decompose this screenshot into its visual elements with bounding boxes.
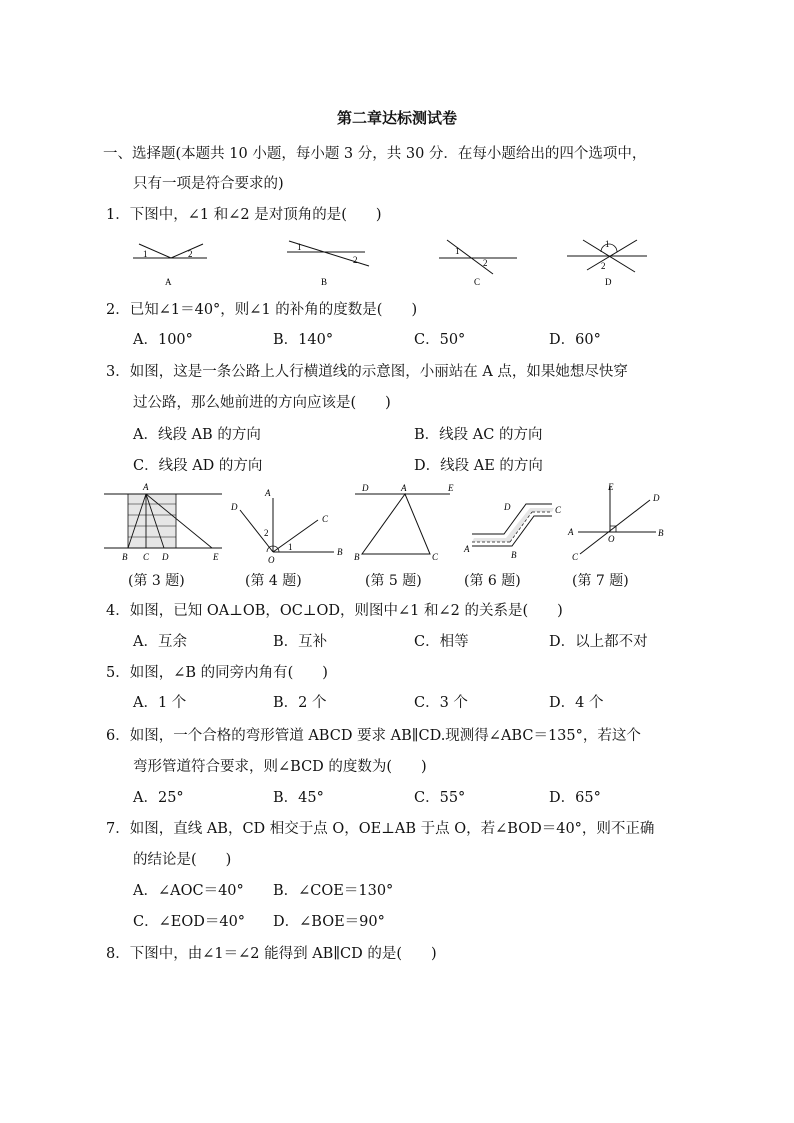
f5-label-c: C <box>432 552 439 562</box>
f7-label-e: E <box>608 482 614 492</box>
q1a-angle2: 2 <box>188 249 193 259</box>
caption-q4: (第 4 题) <box>245 573 302 589</box>
q5-option-c: C．3 个 <box>414 695 468 711</box>
q1-label-c: C <box>474 277 481 287</box>
q6-option-c: C．55° <box>414 790 466 806</box>
q1c-angle1: 1 <box>455 246 460 256</box>
q2-option-c: C．50° <box>414 332 466 348</box>
q4-option-c: C．相等 <box>414 634 469 650</box>
q7-option-a: A．∠AOC＝40° <box>133 883 244 899</box>
caption-q6: (第 6 题) <box>464 573 521 589</box>
q1d-angle1: 1 <box>605 239 610 249</box>
q1-figure-b <box>287 241 369 287</box>
figure-q4 <box>230 488 343 565</box>
figure-q5 <box>354 483 454 562</box>
q1-label-a: A <box>165 277 172 287</box>
f7-label-b: B <box>658 528 664 538</box>
q8-stem: 8．下图中，由∠1＝∠2 能得到 AB∥CD 的是( ) <box>106 946 437 962</box>
caption-q5: (第 5 题) <box>365 573 422 589</box>
f3-label-e: E <box>213 552 219 562</box>
q1b-angle1: 1 <box>297 242 302 252</box>
f3-label-d: D <box>162 552 169 562</box>
q1-figure-c <box>439 240 517 287</box>
q7-option-d: D．∠BOE＝90° <box>273 914 385 930</box>
q5-stem: 5．如图，∠B 的同旁内角有( ) <box>106 665 328 681</box>
q6-option-b: B．45° <box>273 790 324 806</box>
q5-option-a: A．1 个 <box>133 695 187 711</box>
q7-option-c: C．∠EOD＝40° <box>133 914 246 930</box>
q1-label-b: B <box>321 277 328 287</box>
q4-option-a: A．互余 <box>133 634 187 650</box>
q1-figure-a <box>133 244 207 287</box>
q3-option-d: D．线段 AE 的方向 <box>414 458 543 474</box>
q1-figure-d <box>567 239 647 287</box>
q5-option-b: B．2 个 <box>273 695 327 711</box>
q1-figures <box>125 236 685 296</box>
f4-label-d: D <box>231 502 238 512</box>
f4-label-o: O <box>268 555 275 565</box>
f5-label-d: D <box>362 483 369 493</box>
figure-q3 <box>104 482 222 562</box>
q1-label-d: D <box>605 277 612 287</box>
q1d-angle2: 2 <box>601 261 606 271</box>
f7-label-a: A <box>568 527 574 537</box>
q4-option-b: B．互补 <box>273 634 328 650</box>
f4-angle1: 1 <box>288 542 293 552</box>
f3-label-c: C <box>143 552 150 562</box>
f6-label-c: C <box>555 505 562 515</box>
f5-label-a: A <box>401 483 407 493</box>
f7-label-d: D <box>653 493 660 503</box>
q6-option-d: D．65° <box>549 790 601 806</box>
q2-option-d: D．60° <box>549 332 601 348</box>
f3-label-b: B <box>122 552 128 562</box>
figure-q6 <box>463 502 562 560</box>
f6-label-d: D <box>504 502 511 512</box>
f3-label-a: A <box>143 482 149 492</box>
q3-stem-line1: 3．如图，这是一条公路上人行横道线的示意图，小丽站在 A 点，如果她想尽快穿 <box>106 364 628 380</box>
q1b-angle2: 2 <box>353 255 358 265</box>
f7-label-o: O <box>608 534 615 544</box>
page-title: 第二章达标测试卷 <box>336 109 457 127</box>
q5-option-d: D．4 个 <box>549 695 604 711</box>
figure-q7 <box>567 482 664 562</box>
q3-option-c: C．线段 AD 的方向 <box>133 458 263 474</box>
section-heading-line2: 只有一项是符合要求的) <box>133 176 284 192</box>
q1c-angle2: 2 <box>483 258 488 268</box>
q1a-angle1: 1 <box>143 249 148 259</box>
f5-label-b: B <box>354 552 360 562</box>
q7-stem-line2: 的结论是( ) <box>133 852 232 868</box>
q6-stem-line1: 6．如图，一个合格的弯形管道 ABCD 要求 AB∥CD.现测得∠ABC＝135°，若这个 <box>106 728 641 744</box>
q3-stem-line2: 过公路，那么她前进的方向应该是( ) <box>133 395 391 411</box>
f4-angle2: 2 <box>264 528 269 538</box>
q6-stem-line2: 弯形管道符合要求，则∠BCD 的度数为( ) <box>133 759 427 775</box>
f4-label-c: C <box>322 514 329 524</box>
f4-label-b: B <box>337 547 343 557</box>
q2-option-b: B．140° <box>273 332 334 348</box>
q2-option-a: A．100° <box>133 332 193 348</box>
caption-q3: (第 3 题) <box>128 573 185 589</box>
figure-row <box>100 480 680 570</box>
q4-stem: 4．如图，已知 OA⊥OB，OC⊥OD，则图中∠1 和∠2 的关系是( ) <box>106 603 563 619</box>
q3-option-b: B．线段 AC 的方向 <box>414 427 543 443</box>
section-heading-line1: 一、选择题(本题共 10 小题，每小题 3 分，共 30 分．在每小题给出的四个选项中， <box>103 146 647 162</box>
f6-label-b: B <box>511 550 517 560</box>
q2-stem: 2．已知∠1＝40°，则∠1 的补角的度数是( ) <box>106 302 418 318</box>
caption-q7: (第 7 题) <box>572 573 629 589</box>
f6-label-a: A <box>464 544 470 554</box>
q4-option-d: D．以上都不对 <box>549 634 648 650</box>
q1-stem: 1．下图中，∠1 和∠2 是对顶角的是( ) <box>106 207 382 223</box>
q7-option-b: B．∠COE＝130° <box>273 883 394 899</box>
f7-label-c: C <box>572 552 579 562</box>
f4-label-a: A <box>265 488 271 498</box>
q6-option-a: A．25° <box>133 790 184 806</box>
q3-option-a: A．线段 AB 的方向 <box>133 427 261 443</box>
q7-stem-line1: 7．如图，直线 AB，CD 相交于点 O，OE⊥AB 于点 O，若∠BOD＝40°，则不正确 <box>106 821 655 837</box>
f5-label-e: E <box>448 483 454 493</box>
